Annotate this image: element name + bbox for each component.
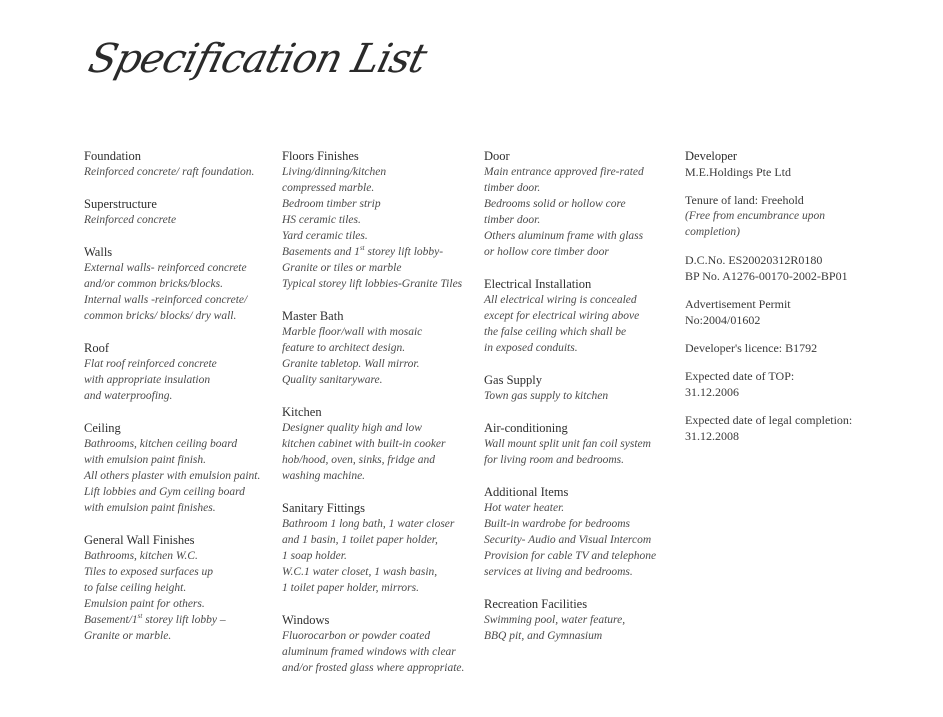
section-additional-items (484, 484, 679, 580)
spec-line: Granite or marble. (84, 630, 172, 642)
spec-line: Security- Audio and Visual Intercom (484, 534, 652, 546)
spec-line: Tiles to exposed surfaces up (84, 566, 214, 578)
spec-line: HS ceramic tiles. (282, 214, 361, 226)
spec-line: Wall mount split unit fan coil system (484, 438, 651, 450)
spec-line: External walls- reinforced concrete (84, 262, 247, 274)
tenure-note: completion) (685, 226, 740, 238)
spec-line: with appropriate insulation (84, 374, 211, 386)
spec-line: Designer quality high and low (282, 422, 422, 434)
spec-line: All electrical wiring is concealed (484, 294, 637, 306)
top-date: 31.12.2006 (685, 385, 739, 399)
spec-line (84, 612, 274, 628)
spec-line: and/or common bricks/blocks. (84, 278, 223, 290)
section-master-bath (282, 308, 477, 388)
section-heading: Door (484, 149, 510, 163)
section-heading: Developer (685, 149, 738, 163)
spec-column-4 (685, 148, 895, 456)
section-heading: Electrical Installation (484, 277, 592, 291)
spec-line: Reinforced concrete/ raft foundation. (84, 166, 255, 178)
spec-line: Granite tabletop. Wall mirror. (282, 358, 420, 370)
spec-line: BBQ pit, and Gymnasium (484, 630, 603, 642)
spec-line: Bedroom timber strip (282, 198, 381, 210)
dc-number: D.C.No. ES20020312R0180 (685, 253, 823, 267)
spec-line: All others plaster with emulsion paint. (84, 470, 261, 482)
section-foundation (84, 148, 274, 180)
spec-line: Lift lobbies and Gym ceiling board (84, 486, 245, 498)
spec-line: aluminum framed windows with clear (282, 646, 456, 658)
spec-line: Yard ceramic tiles. (282, 230, 368, 242)
section-recreation-facilities (484, 596, 679, 644)
section-superstructure (84, 196, 274, 228)
top-label: Expected date of TOP: (685, 369, 795, 383)
tenure-note: (Free from encumbrance upon (685, 210, 825, 222)
section-heading: Roof (84, 341, 109, 355)
spec-line: Internal walls -reinforced concrete/ (84, 294, 248, 306)
superscript: st (137, 612, 143, 621)
spec-line: and 1 basin, 1 toilet paper holder, (282, 534, 438, 546)
spec-line: Living/dinning/kitchen (282, 166, 387, 178)
section-expected-top (685, 368, 895, 400)
spec-line: Bathrooms, kitchen ceiling board (84, 438, 238, 450)
spec-line: except for electrical wiring above (484, 310, 640, 322)
section-heading: General Wall Finishes (84, 533, 195, 547)
spec-line: compressed marble. (282, 182, 375, 194)
section-gas-supply (484, 372, 679, 404)
section-heading: Sanitary Fittings (282, 501, 365, 515)
spec-line: washing machine. (282, 470, 366, 482)
permit-number: No:2004/01602 (685, 313, 761, 327)
spec-column-3 (484, 148, 679, 660)
section-windows (282, 612, 477, 676)
section-heading: Master Bath (282, 309, 344, 323)
section-expected-legal-completion (685, 412, 895, 444)
section-heading: Superstructure (84, 197, 157, 211)
superscript: st (359, 244, 365, 253)
legal-date: 31.12.2008 (685, 429, 739, 443)
section-floors-finishes (282, 148, 477, 292)
spec-line: with emulsion paint finish. (84, 454, 207, 466)
spec-line: Flat roof reinforced concrete (84, 358, 217, 370)
spec-line: Bedrooms solid or hollow core (484, 198, 626, 210)
section-ceiling (84, 420, 274, 516)
section-tenure (685, 192, 895, 240)
spec-line: Swimming pool, water feature, (484, 614, 626, 626)
developer-name: M.E.Holdings Pte Ltd (685, 165, 792, 179)
spec-line: feature to architect design. (282, 342, 406, 354)
licence-line: Developer's licence: B1792 (685, 341, 818, 355)
section-heading: Walls (84, 245, 113, 259)
legal-label: Expected date of legal completion: (685, 413, 853, 427)
spec-line: Town gas supply to kitchen (484, 390, 609, 402)
spec-line: timber door. (484, 214, 541, 226)
spec-line: hob/hood, oven, sinks, fridge and (282, 454, 435, 466)
section-kitchen (282, 404, 477, 484)
section-sanitary-fittings (282, 500, 477, 596)
section-heading: Ceiling (84, 421, 121, 435)
spec-column-2 (282, 148, 477, 692)
permit-label: Advertisement Permit (685, 297, 791, 311)
section-heading: Windows (282, 613, 330, 627)
spec-line: and waterproofing. (84, 390, 173, 402)
spec-line: Provision for cable TV and telephone (484, 550, 657, 562)
spec-line: Hot water heater. (484, 502, 565, 514)
spec-line: Others aluminum frame with glass (484, 230, 644, 242)
spec-line: or hollow core timber door (484, 246, 609, 258)
spec-line: with emulsion paint finishes. (84, 502, 216, 514)
section-advertisement-permit (685, 296, 895, 328)
section-heading: Additional Items (484, 485, 569, 499)
spec-text: Basement/1 (84, 614, 138, 626)
spec-line: Granite or tiles or marble (282, 262, 402, 274)
spec-line: Typical storey lift lobbies-Granite Tiles (282, 278, 463, 290)
spec-line: the false ceiling which shall be (484, 326, 627, 338)
spec-text: Basements and 1 (282, 246, 360, 258)
spec-line: to false ceiling height. (84, 582, 187, 594)
spec-text: storey lift lobby – (142, 614, 226, 626)
section-heading: Kitchen (282, 405, 322, 419)
spec-line: 1 soap holder. (282, 550, 347, 562)
spec-line: Fluorocarbon or powder coated (282, 630, 431, 642)
section-heading: Floors Finishes (282, 149, 359, 163)
spec-line: Bathrooms, kitchen W.C. (84, 550, 198, 562)
spec-line: services at living and bedrooms. (484, 566, 633, 578)
spec-text: storey lift lobby- (364, 246, 444, 258)
spec-line: 1 toilet paper holder, mirrors. (282, 582, 419, 594)
spec-line: Quality sanitaryware. (282, 374, 383, 386)
page-title: Specification List (84, 36, 431, 82)
spec-column-1 (84, 148, 274, 660)
section-heading: Recreation Facilities (484, 597, 588, 611)
spec-line (282, 244, 477, 260)
spec-line: Built-in wardrobe for bedrooms (484, 518, 630, 530)
section-roof (84, 340, 274, 404)
tenure-line: Tenure of land: Freehold (685, 193, 804, 207)
spec-line: Bathroom 1 long bath, 1 water closer (282, 518, 455, 530)
spec-line: and/or frosted glass where appropriate. (282, 662, 465, 674)
section-heading: Air-conditioning (484, 421, 568, 435)
spec-line: for living room and bedrooms. (484, 454, 625, 466)
section-air-conditioning (484, 420, 679, 468)
spec-line: common bricks/ blocks/ dry wall. (84, 310, 237, 322)
spec-line: in exposed conduits. (484, 342, 578, 354)
spec-line: Main entrance approved fire-rated (484, 166, 644, 178)
section-developer-licence (685, 340, 895, 356)
spec-line: Emulsion paint for others. (84, 598, 205, 610)
section-door (484, 148, 679, 260)
section-general-wall-finishes (84, 532, 274, 644)
section-walls (84, 244, 274, 324)
section-developer (685, 148, 895, 180)
spec-line: Reinforced concrete (84, 214, 177, 226)
section-dc-bp-numbers (685, 252, 895, 284)
spec-line: kitchen cabinet with built-in cooker (282, 438, 446, 450)
spec-line: timber door. (484, 182, 541, 194)
spec-line: Marble floor/wall with mosaic (282, 326, 423, 338)
section-heading: Gas Supply (484, 373, 542, 387)
section-electrical-installation (484, 276, 679, 356)
bp-number: BP No. A1276-00170-2002-BP01 (685, 269, 848, 283)
section-heading: Foundation (84, 149, 141, 163)
spec-line: W.C.1 water closet, 1 wash basin, (282, 566, 438, 578)
